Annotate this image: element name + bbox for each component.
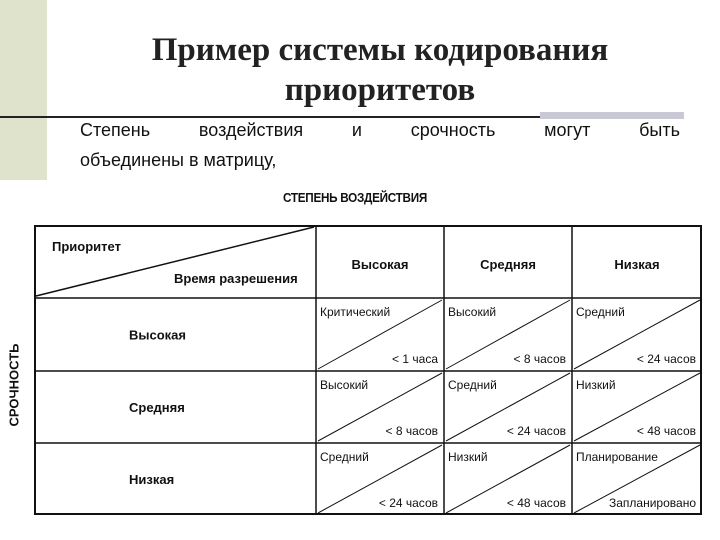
impact-axis-title: СТЕПЕНЬ ВОЗДЕЙСТВИЯ (283, 190, 428, 205)
cell-resolution-time: < 48 часов (636, 424, 696, 438)
cell-priority: Средний (320, 450, 369, 464)
cell-priority: Средний (448, 378, 497, 392)
cell-resolution-time: < 24 часов (506, 424, 566, 438)
column-header-0: Высокая (351, 257, 409, 272)
cell-priority: Планирование (576, 450, 658, 464)
urgency-axis-title: СРОЧНОСТЬ (6, 343, 22, 427)
cell-resolution-time: < 8 часов (513, 352, 566, 366)
cell-priority: Критический (320, 305, 391, 319)
row-header-2: Низкая (129, 472, 175, 487)
title-accent-bar (540, 112, 684, 119)
cell-priority: Высокий (448, 305, 497, 319)
corner-label-priority: Приоритет (52, 239, 121, 254)
row-header-1: Средняя (129, 400, 185, 415)
cell-resolution-time: < 48 часов (506, 496, 566, 510)
priority-matrix (34, 225, 702, 515)
cell-priority: Средний (576, 305, 625, 319)
cell-resolution-time: < 24 часов (636, 352, 696, 366)
cell-priority: Высокий (320, 378, 369, 392)
cell-resolution-time: < 8 часов (385, 424, 438, 438)
cell-priority: Низкий (576, 378, 616, 392)
subtitle-line-1: Степень воздействия и срочность могут быть (80, 120, 680, 140)
column-header-2: Низкая (614, 257, 660, 272)
corner-label-resolution-time: Время разрешения (174, 271, 298, 286)
subtitle-line-2: объединены в матрицу, (80, 150, 277, 170)
cell-resolution-time: < 1 часа (392, 352, 438, 366)
left-accent-bar (0, 0, 47, 180)
slide-title: Пример системы кодирования приоритетов (151, 32, 609, 108)
row-header-0: Высокая (129, 327, 186, 343)
column-header-1: Средняя (480, 257, 536, 272)
cell-priority: Низкий (448, 450, 488, 464)
cell-resolution-time: < 24 часов (378, 496, 438, 510)
title-divider (0, 116, 540, 118)
cell-resolution-time: Запланировано (609, 496, 696, 510)
